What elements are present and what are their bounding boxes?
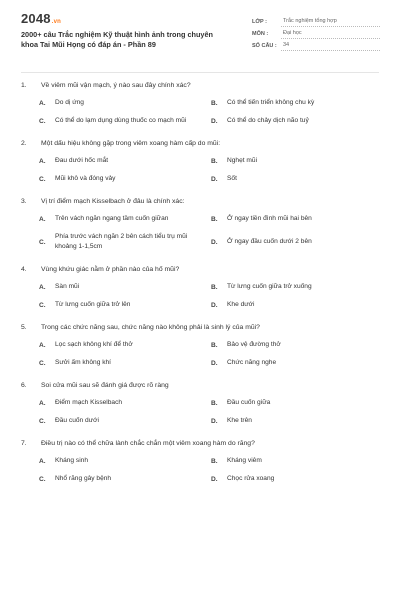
option-letter: B. bbox=[211, 341, 218, 349]
option-text: Trên vách ngăn ngang tầm cuốn giữan bbox=[55, 215, 169, 222]
option-text: Sốt bbox=[227, 175, 237, 182]
question-prompt: Trong các chức năng sau, chức năng nào không phải là sinh lý của mũi? bbox=[41, 324, 260, 331]
option-c[interactable] bbox=[21, 358, 193, 368]
option-letter: C. bbox=[39, 117, 46, 125]
meta-subject-key: MÔN : bbox=[252, 31, 269, 37]
meta-info bbox=[252, 15, 380, 51]
option-d[interactable] bbox=[193, 174, 379, 184]
option-text: Từ lưng cuốn giữa trở xuống bbox=[227, 283, 312, 290]
question-text bbox=[21, 82, 379, 89]
option-text: Chọc rửa xoang bbox=[227, 475, 275, 482]
option-letter: B. bbox=[211, 157, 218, 165]
meta-subject-value: Đại học bbox=[281, 30, 380, 39]
question-prompt: Về viêm mũi vận mạch, ý nào sau đây chính xác? bbox=[41, 82, 191, 89]
option-letter: B. bbox=[211, 399, 218, 407]
meta-class-value: Trắc nghiệm tổng hợp bbox=[281, 18, 380, 27]
meta-count-key: SỐ CÂU : bbox=[252, 43, 277, 49]
question-number: 5. bbox=[21, 324, 27, 331]
option-letter: C. bbox=[39, 175, 46, 183]
option-a[interactable] bbox=[21, 282, 193, 292]
question-text bbox=[21, 198, 379, 205]
option-letter: D. bbox=[211, 475, 218, 483]
option-c[interactable] bbox=[21, 116, 193, 126]
site-logo[interactable] bbox=[21, 11, 61, 26]
option-letter: C. bbox=[39, 417, 46, 425]
option-letter: D. bbox=[211, 238, 218, 246]
option-a[interactable] bbox=[21, 98, 193, 108]
question-text bbox=[21, 324, 379, 331]
option-b[interactable] bbox=[193, 456, 379, 466]
option-d[interactable] bbox=[193, 358, 379, 368]
option-a[interactable] bbox=[21, 456, 193, 466]
option-d[interactable] bbox=[193, 232, 379, 252]
option-letter: B. bbox=[211, 99, 218, 107]
question-4 bbox=[21, 266, 379, 310]
question-7 bbox=[21, 440, 379, 484]
option-letter: D. bbox=[211, 359, 218, 367]
question-text bbox=[21, 440, 379, 447]
option-text: Ở ngay đầu cuốn dưới 2 bên bbox=[227, 238, 312, 245]
meta-subject-row bbox=[252, 27, 380, 39]
question-3 bbox=[21, 198, 379, 252]
option-b[interactable] bbox=[193, 98, 379, 108]
question-5 bbox=[21, 324, 379, 368]
option-letter: A. bbox=[39, 399, 46, 407]
option-c[interactable] bbox=[21, 300, 193, 310]
option-letter: A. bbox=[39, 99, 46, 107]
option-letter: D. bbox=[211, 117, 218, 125]
option-letter: B. bbox=[211, 457, 218, 465]
option-letter: B. bbox=[211, 283, 218, 291]
page-title: 2000+ câu Trắc nghiệm Kỹ thuật hình ảnh trong chuyên khoa Tai Mũi Họng có đáp án - Phần 89 bbox=[21, 30, 213, 49]
option-text: Nghẹt mũi bbox=[227, 157, 258, 164]
question-6 bbox=[21, 382, 379, 426]
option-letter: D. bbox=[211, 175, 218, 183]
option-text: Lọc sạch không khí để thở bbox=[55, 341, 133, 348]
option-a[interactable] bbox=[21, 340, 193, 350]
question-number: 1. bbox=[21, 82, 27, 89]
option-letter: A. bbox=[39, 457, 46, 465]
option-text: Chức năng nghe bbox=[227, 359, 277, 366]
option-text: Đầu cuốn dưới bbox=[55, 417, 99, 424]
logo-text: 2048 bbox=[21, 11, 51, 26]
option-text: Khe dưới bbox=[227, 301, 255, 308]
option-b[interactable] bbox=[193, 214, 379, 224]
meta-count-row bbox=[252, 39, 380, 51]
option-c[interactable] bbox=[21, 174, 193, 184]
options-grid bbox=[21, 282, 379, 310]
option-text: Phía trước vách ngăn 2 bên cách tiểu trụ mũi khoảng 1-1,5cm bbox=[55, 233, 188, 250]
question-number: 7. bbox=[21, 440, 27, 447]
option-text: Sàn mũi bbox=[55, 283, 80, 290]
option-text: Sưởi ấm không khí bbox=[55, 359, 112, 366]
option-a[interactable] bbox=[21, 398, 193, 408]
question-prompt: Một dấu hiệu không gặp trong viêm xoang hàm cấp do mũi: bbox=[41, 140, 221, 147]
logo-tld: .vn bbox=[51, 19, 62, 25]
option-text: Có thể do chảy dịch não tuỷ bbox=[227, 117, 309, 124]
option-text: Đau dưới hốc mắt bbox=[55, 157, 109, 164]
option-text: Bảo vệ đường thở bbox=[227, 341, 281, 348]
option-text: Khe trên bbox=[227, 417, 252, 424]
option-c[interactable] bbox=[21, 232, 193, 252]
option-d[interactable] bbox=[193, 474, 379, 484]
question-number: 6. bbox=[21, 382, 27, 389]
question-prompt: Vùng khứu giác nằm ở phần nào của hố mũi? bbox=[41, 266, 180, 273]
option-b[interactable] bbox=[193, 156, 379, 166]
option-d[interactable] bbox=[193, 300, 379, 310]
question-number: 3. bbox=[21, 198, 27, 205]
option-a[interactable] bbox=[21, 156, 193, 166]
option-b[interactable] bbox=[193, 282, 379, 292]
meta-class-key: LỚP : bbox=[252, 19, 267, 25]
options-grid bbox=[21, 156, 379, 184]
option-d[interactable] bbox=[193, 416, 379, 426]
option-c[interactable] bbox=[21, 416, 193, 426]
question-prompt: Soi cửa mũi sau sẽ đánh giá được rõ ràng bbox=[41, 382, 169, 389]
option-letter: A. bbox=[39, 215, 46, 223]
option-a[interactable] bbox=[21, 214, 193, 224]
option-text: Mũi khô và đóng vảy bbox=[55, 175, 116, 182]
options-grid bbox=[21, 98, 379, 126]
options-grid bbox=[21, 398, 379, 426]
option-letter: C. bbox=[39, 359, 46, 367]
option-letter: C. bbox=[39, 301, 46, 309]
options-grid bbox=[21, 214, 379, 252]
options-grid bbox=[21, 456, 379, 484]
option-d[interactable] bbox=[193, 116, 379, 126]
option-letter: A. bbox=[39, 341, 46, 349]
question-text bbox=[21, 382, 379, 389]
option-letter: D. bbox=[211, 301, 218, 309]
option-b[interactable] bbox=[193, 398, 379, 408]
question-number: 2. bbox=[21, 140, 27, 147]
option-c[interactable] bbox=[21, 474, 193, 484]
option-letter: C. bbox=[39, 238, 46, 246]
options-grid bbox=[21, 340, 379, 368]
question-prompt: Vị trí điểm mạch Kisselbach ở đâu là chính xác: bbox=[41, 198, 185, 205]
option-letter: D. bbox=[211, 417, 218, 425]
option-text: Từ lưng cuốn giữa trở lên bbox=[55, 301, 131, 308]
option-text: Đầu cuốn giữa bbox=[227, 399, 271, 406]
option-text: Có thể tiến triển không chu kỳ bbox=[227, 99, 315, 106]
meta-class-row bbox=[252, 15, 380, 27]
option-text: Nhổ răng gây bệnh bbox=[55, 475, 112, 482]
question-text bbox=[21, 266, 379, 273]
question-number: 4. bbox=[21, 266, 27, 273]
option-text: Điểm mạch Kisselbach bbox=[55, 399, 123, 406]
meta-count-value: 34 bbox=[281, 42, 380, 51]
question-1 bbox=[21, 82, 379, 126]
question-text bbox=[21, 140, 379, 147]
question-prompt: Điều trị nào có thể chữa lành chắc chắn một viêm xoang hàm do răng? bbox=[41, 440, 255, 447]
option-text: Kháng viêm bbox=[227, 457, 262, 464]
option-letter: A. bbox=[39, 157, 46, 165]
question-2 bbox=[21, 140, 379, 184]
option-b[interactable] bbox=[193, 340, 379, 350]
header-divider bbox=[21, 72, 379, 73]
option-text: Do dị ứng bbox=[55, 99, 84, 106]
option-text: Kháng sinh bbox=[55, 457, 88, 464]
option-text: Ở ngay tiền đình mũi hai bên bbox=[227, 215, 312, 222]
question-list bbox=[21, 82, 379, 498]
header bbox=[0, 0, 400, 66]
option-letter: B. bbox=[211, 215, 218, 223]
option-text: Có thể do lạm dụng dùng thuốc co mạch mũi bbox=[55, 117, 187, 124]
option-letter: C. bbox=[39, 475, 46, 483]
option-letter: A. bbox=[39, 283, 46, 291]
